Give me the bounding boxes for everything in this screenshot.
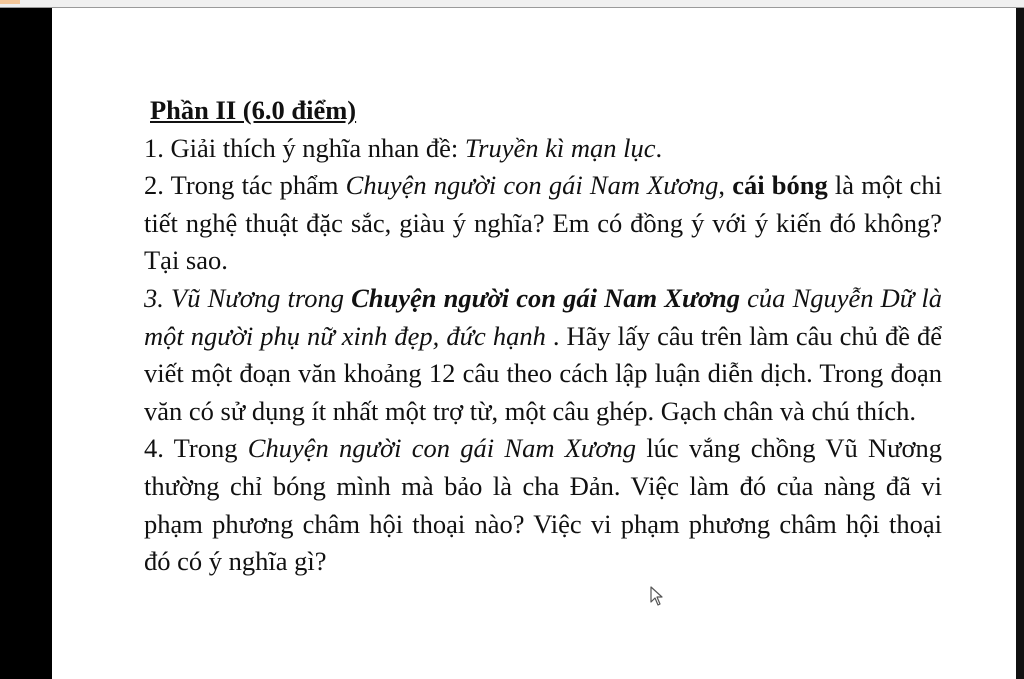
question-3-rest: . Hãy lấy câu trên làm câu chủ đề để viết một đoạn văn khoảng 12 câu theo cách lập luận diễn dịch. Trong đoạn văn có sử dụng ít nhất một trợ từ, một câu ghép. Gạch chân và chú thích.: [144, 320, 943, 426]
question-1: [144, 130, 942, 168]
question-1-title: Truyền kì mạn lục: [464, 132, 656, 163]
window-top-bar: [0, 0, 1024, 8]
question-4-rest: lúc vắng chồng Vũ Nương thường chỉ bóng mình mà bảo là cha Đản. Việc làm đó của nàng đã vi phạm phương châm hội thoại nào? Việc vi phạm phương châm hội thoại đó có ý nghĩa gì?: [144, 433, 942, 577]
question-4-work: Chuyện người con gái Nam Xương: [247, 433, 637, 464]
question-2-comma: ,: [718, 170, 733, 201]
question-2-rest: là một chi tiết nghệ thuật đặc sắc, giàu ý nghĩa? Em có đồng ý với ý kiến đó không? Tại sao.: [144, 170, 942, 276]
question-1-text: 1. Giải thích ý nghĩa nhan đề:: [144, 132, 465, 163]
question-1-end: .: [655, 132, 663, 163]
document-page: [52, 8, 1016, 679]
question-3-italic-1: 3. Vũ Nương trong: [144, 282, 352, 313]
question-2: [144, 167, 942, 280]
question-2-bold-phrase: cái bóng: [732, 170, 828, 201]
document-content: [144, 92, 942, 581]
question-2-prefix: 2. Trong tác phẩm: [144, 170, 346, 201]
question-2-work: Chuyện người con gái Nam Xương: [345, 170, 719, 201]
mouse-cursor-icon: [649, 586, 665, 606]
section-heading: Phần II (6.0 điểm): [150, 95, 357, 125]
question-3-italic-2: của Nguyễn Dữ là một người phụ nữ xinh đẹp, đức hạnh: [144, 282, 943, 351]
question-3-work: Chuyện người con gái Nam Xương: [351, 282, 741, 313]
window-corner-mark: [0, 0, 20, 4]
question-4-prefix: 4. Trong: [144, 433, 248, 464]
question-3: [144, 280, 942, 430]
right-edge-strip: [1016, 8, 1024, 679]
question-4: [144, 430, 942, 580]
